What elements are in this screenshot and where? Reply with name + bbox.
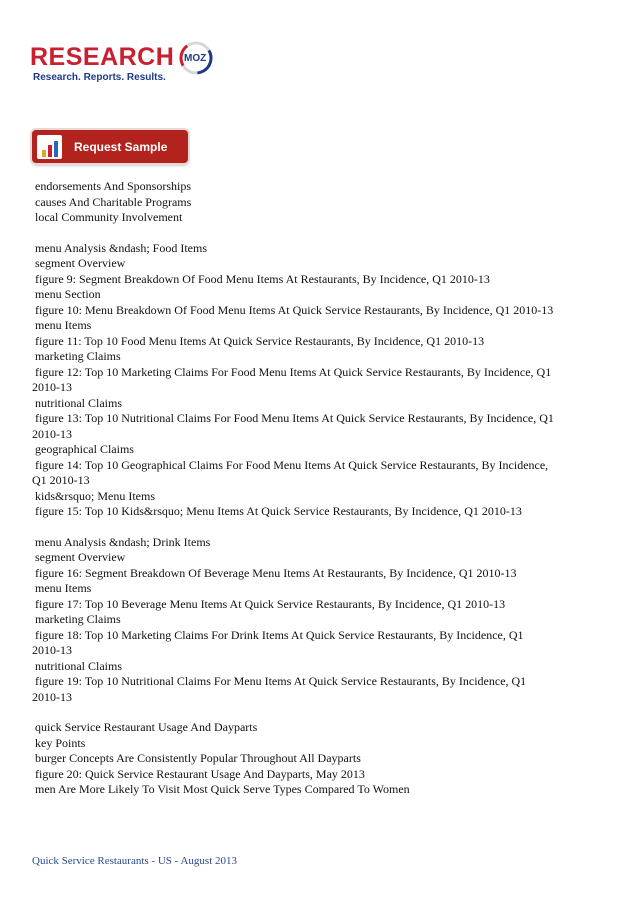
content-line: menu Items <box>32 318 92 332</box>
request-sample-button[interactable] <box>32 130 188 163</box>
logo-tagline: Research. Reports. Results. <box>33 72 166 83</box>
content-line: figure 11: Top 10 Food Menu Items At Quick Service Restaurants, By Incidence, Q1 2010-13 <box>32 333 485 348</box>
content-line: figure 16: Segment Breakdown Of Beverage Menu Items At Restaurants, By Incidence, Q1 2010-13 <box>32 565 517 580</box>
content-line: key Points <box>32 735 86 750</box>
content-line: burger Concepts Are Consistently Popular Throughout All Dayparts <box>32 751 361 765</box>
content-line: figure 19: Top 10 Nutritional Claims For Menu Items At Quick Service Restaurants, By Incidence, Q1 <box>32 674 527 688</box>
content-line: menu Analysis &ndash; Food Items <box>32 240 207 255</box>
logo-badge-text: MOZ <box>184 53 207 64</box>
content-line: figure 9: Segment Breakdown Of Food Menu Items At Restaurants, By Incidence, Q1 2010-13 <box>32 271 490 286</box>
content-line: figure 12: Top 10 Marketing Claims For Food Menu Items At Quick Service Restaurants, By Incidence, Q1 <box>32 364 552 379</box>
logo-wordmark: RESEARCH <box>30 43 175 71</box>
section-gap <box>32 705 602 720</box>
content-line: figure 15: Top 10 Kids&rsquo; Menu Items At Quick Service Restaurants, By Incidence, Q1 2010-13 <box>32 504 522 518</box>
content-line: figure 17: Top 10 Beverage Menu Items At Quick Service Restaurants, By Incidence, Q1 2010-13 <box>32 596 506 611</box>
bar-chart-icon <box>37 135 62 159</box>
content-line: marketing Claims <box>32 612 121 626</box>
content-line: 2010-13 <box>32 643 72 657</box>
content-line: 2010-13 <box>32 426 72 441</box>
content-line: 2010-13 <box>32 689 72 704</box>
researchmoz-logo[interactable] <box>30 38 207 88</box>
content-line: local Community Involvement <box>32 210 183 224</box>
content-line: segment Overview <box>32 550 126 564</box>
request-sample-label: Request Sample <box>74 139 168 154</box>
content-line: figure 18: Top 10 Marketing Claims For Drink Items At Quick Service Restaurants, By Incidence, Q1 <box>32 627 524 642</box>
content-line: segment Overview <box>32 256 126 270</box>
content-line: figure 20: Quick Service Restaurant Usage And Dayparts, May 2013 <box>32 766 365 781</box>
content-line: endorsements And Sponsorships <box>32 179 191 193</box>
content-line: figure 10: Menu Breakdown Of Food Menu Items At Quick Service Restaurants, By Incidence, Q1 2010-13 <box>32 302 554 317</box>
content-line: nutritional Claims <box>32 395 122 410</box>
content-line: figure 13: Top 10 Nutritional Claims For Food Menu Items At Quick Service Restaurants, By Incidence, Q1 <box>32 411 554 425</box>
content-line: 2010-13 <box>32 380 72 394</box>
footer-report-title[interactable]: Quick Service Restaurants - US - August 2013 <box>32 855 237 867</box>
content-line: men Are More Likely To Visit Most Quick Serve Types Compared To Women <box>32 782 410 796</box>
content-line: menu Analysis &ndash; Drink Items <box>32 534 211 549</box>
content-line: nutritional Claims <box>32 658 122 673</box>
content-line: marketing Claims <box>32 349 121 363</box>
content-line: Q1 2010-13 <box>32 473 90 487</box>
content-line: figure 14: Top 10 Geographical Claims For Food Menu Items At Quick Service Restaurants, By Incidence, <box>32 457 549 472</box>
content-line: causes And Charitable Programs <box>32 194 192 209</box>
content-line: menu Items <box>32 581 92 595</box>
section-gap <box>32 226 602 241</box>
content-line: quick Service Restaurant Usage And Dayparts <box>32 720 258 734</box>
content-line: menu Section <box>32 287 101 301</box>
table-of-contents-text <box>32 179 602 798</box>
section-gap <box>32 520 602 535</box>
content-line: geographical Claims <box>32 442 134 456</box>
content-line: kids&rsquo; Menu Items <box>32 488 155 503</box>
